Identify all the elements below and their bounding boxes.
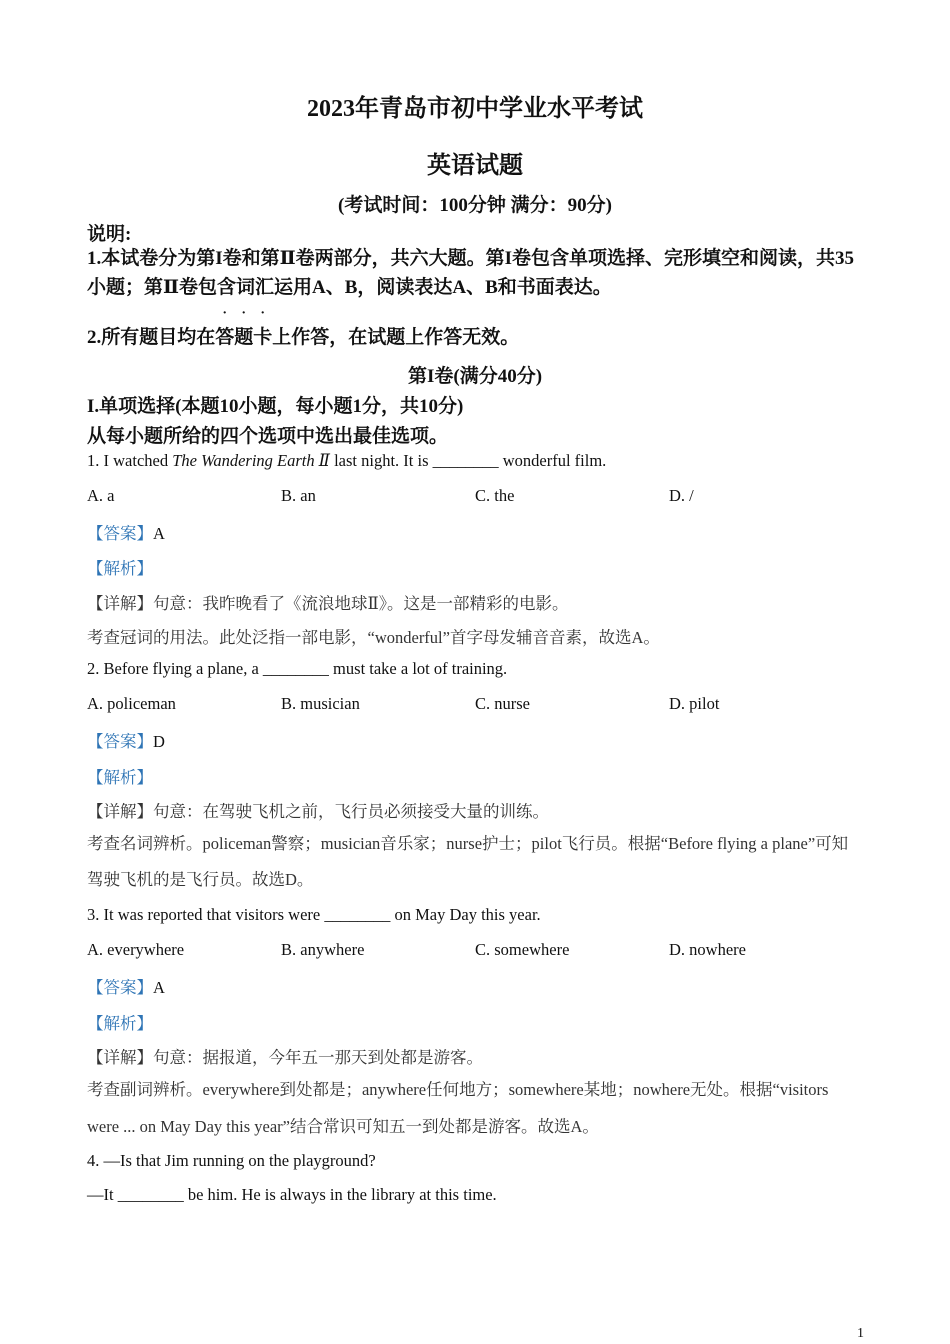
question-3-answer: 【答案】A — [87, 978, 165, 997]
option-a: A. a — [87, 486, 115, 505]
question-1-explanation: 考查冠词的用法。此处泛指一部电影，“wonderful”首字母发辅音音素，故选A。 — [87, 628, 660, 647]
emphasis-answer-card — [215, 306, 273, 349]
question-1-analysis-tag: 【解析】 — [87, 559, 153, 578]
question-2-analysis-tag: 【解析】 — [87, 768, 153, 787]
question-2-options — [87, 694, 863, 718]
question-1-stem: 1. I watched The Wandering Earth Ⅱ last night. It is ________ wonderful film. — [87, 451, 607, 470]
question-4-stem-reply: —It ________ be him. He is always in the library at this time. — [87, 1185, 497, 1204]
emphasis-dots: · · · — [222, 306, 266, 321]
question-1-detail: 【详解】句意：我昨晚看了《流浪地球Ⅱ》。这是一部精彩的电影。 — [87, 594, 569, 613]
question-1-answer: 【答案】A — [87, 524, 165, 543]
instruction-2-suffix: 上作答，在试题上作答无效。 — [272, 327, 520, 348]
page-number: 1 — [857, 1326, 864, 1341]
instruction-2-prefix: 2.所有题目均在 — [87, 327, 216, 348]
part-1-description: 从每小题所给的四个选项中选出最佳选项。 — [87, 426, 449, 447]
option-b: B. musician — [281, 694, 360, 713]
instructions-heading: 说明: — [87, 224, 132, 245]
question-3-detail: 【详解】句意：据报道，今年五一那天到处都是游客。 — [87, 1048, 483, 1067]
option-d: D. / — [669, 486, 694, 505]
question-1-options — [87, 486, 863, 510]
question-2-stem: 2. Before flying a plane, a ________ must take a lot of training. — [87, 659, 508, 678]
question-4-stem: 4. —Is that Jim running on the playground? — [87, 1151, 376, 1170]
option-d: D. pilot — [669, 694, 720, 713]
question-3-explanation: 考查副词辨析。everywhere到处都是；anywhere任何地方；somewhere某地；nowhere无处。根据“visitors were ... on May Day this year”结合常识可知五一到处都是游客。故选A。 — [87, 1080, 829, 1136]
question-2-detail: 【详解】句意：在驾驶飞机之前，飞行员必须接受大量的训练。 — [87, 802, 549, 821]
subject-title: 英语试题 — [427, 153, 523, 179]
option-d: D. nowhere — [669, 940, 746, 959]
question-3-options — [87, 940, 863, 964]
instruction-2 — [87, 306, 520, 349]
option-c: C. the — [475, 486, 515, 505]
option-a: A. everywhere — [87, 940, 185, 959]
question-2-answer: 【答案】D — [87, 732, 165, 751]
option-c: C. somewhere — [475, 940, 570, 959]
option-b: B. anywhere — [281, 940, 365, 959]
question-3-analysis-tag: 【解析】 — [87, 1014, 153, 1033]
question-2-explanation: 考查名词辨析。policeman警察；musician音乐家；nurse护士；pilot飞行员。根据“Before flying a plane”可知驾驶飞机的是飞行员。故选D。 — [87, 834, 849, 889]
option-a: A. policeman — [87, 694, 176, 713]
film-title: The Wandering Earth Ⅱ — [172, 451, 330, 470]
option-c: C. nurse — [475, 694, 530, 713]
section-1-title: 第I卷(满分40分) — [407, 366, 543, 387]
instruction-2-emph: 答题卡 — [215, 327, 273, 348]
instruction-1: 1.本试卷分为第I卷和第Ⅱ卷两部分，共六大题。第I卷包含单项选择、完形填空和阅读，共35小题；第Ⅱ卷包含词汇运用A、B，阅读表达A、B和书面表达。 — [87, 248, 855, 298]
option-b: B. an — [281, 486, 316, 505]
exam-title: 2023年青岛市初中学业水平考试 — [307, 96, 643, 122]
part-1-title: I.单项选择(本题10小题，每小题1分，共10分) — [87, 396, 464, 417]
exam-info: (考试时间：100分钟 满分：90分) — [338, 195, 612, 216]
question-3-stem: 3. It was reported that visitors were ________ on May Day this year. — [87, 905, 541, 924]
